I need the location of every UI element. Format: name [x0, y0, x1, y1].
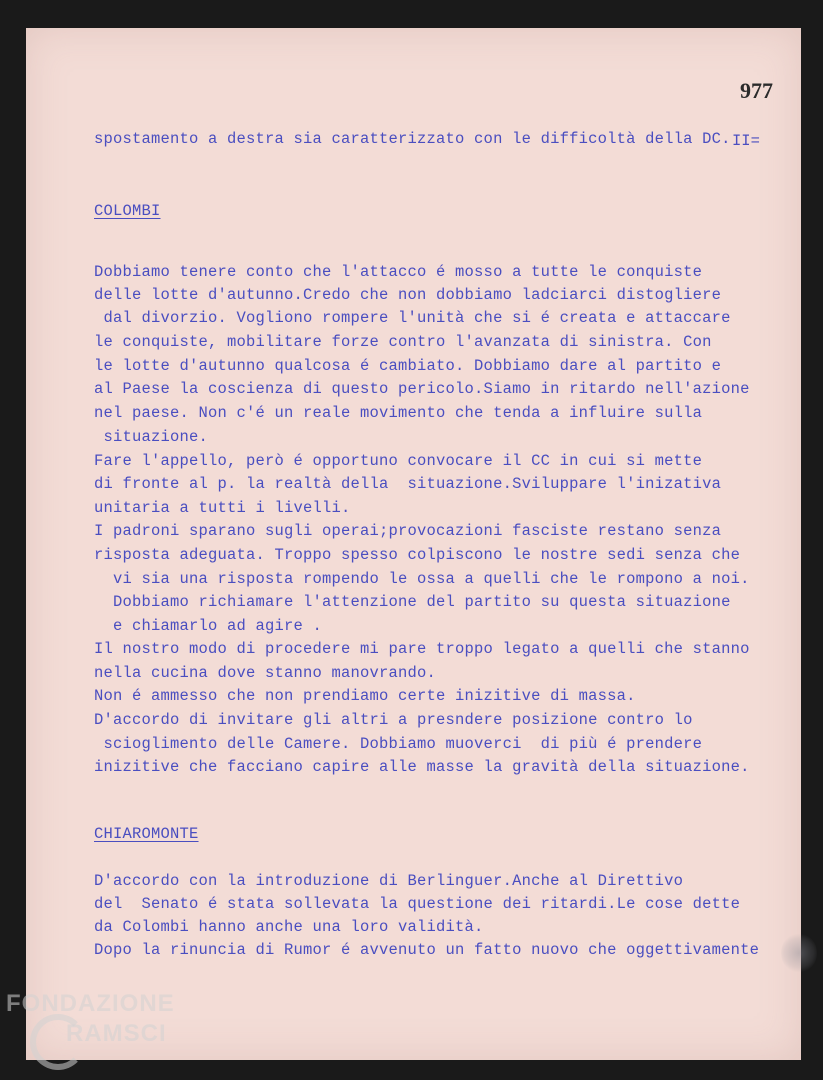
- text-line: I padroni sparano sugli operai;provocazioni fasciste restano senza: [94, 522, 722, 540]
- speaker-heading-colombi: COLOMBI: [94, 202, 161, 220]
- text-line: vi sia una risposta rompendo le ossa a quelli che le rompono a noi.: [94, 570, 750, 588]
- ink-smudge: [781, 933, 817, 973]
- watermark-line1: FONDAZIONE: [6, 990, 175, 1017]
- text-line: e chiamarlo ad agire .: [94, 617, 323, 635]
- speaker-heading-chiaromonte: CHIAROMONTE: [94, 825, 199, 843]
- watermark-line2: RAMSCI: [66, 1020, 167, 1047]
- text-line: Dopo la rinuncia di Rumor é avvenuto un fatto nuovo che oggettivamente: [94, 941, 760, 959]
- document-page: [26, 28, 801, 1060]
- text-line: da Colombi hanno anche una loro validità.: [94, 918, 484, 936]
- text-line: nella cucina dove stanno manovrando.: [94, 664, 437, 682]
- text-line: del Senato é stata sollevata la questione dei ritardi.Le cose dette: [94, 895, 741, 913]
- text-line: le lotte d'autunno qualcosa é cambiato. Dobbiamo dare al partito e: [94, 357, 722, 375]
- text-line: scioglimento delle Camere. Dobbiamo muoverci di più é prendere: [94, 735, 703, 753]
- text-line: risposta adeguata. Troppo spesso colpiscono le nostre sedi senza che: [94, 546, 741, 564]
- text-line: Fare l'appello, però é opportuno convocare il CC in cui si mette: [94, 452, 703, 470]
- text-line: D'accordo con la introduzione di Berlinguer.Anche al Direttivo: [94, 872, 684, 890]
- text-line: Dobbiamo tenere conto che l'attacco é mosso a tutte le conquiste: [94, 263, 703, 281]
- text-line: Non é ammesso che non prendiamo certe inizitive di massa.: [94, 687, 636, 705]
- text-line: unitaria a tutti i livelli.: [94, 499, 351, 517]
- text-line: inizitive che facciano capire alle masse la gravità della situazione.: [94, 758, 750, 776]
- text-line: Il nostro modo di procedere mi pare troppo legato a quelli che stanno: [94, 640, 750, 658]
- text-line: le conquiste, mobilitare forze contro l'avanzata di sinistra. Con: [94, 333, 712, 351]
- text-line: delle lotte d'autunno.Credo che non dobbiamo ladciarci distogliere: [94, 286, 722, 304]
- text-line: al Paese la coscienza di questo pericolo.Siamo in ritardo nell'azione: [94, 380, 750, 398]
- text-line: Dobbiamo richiamare l'attenzione del partito su questa situazione: [94, 593, 731, 611]
- text-line: di fronte al p. la realtà della situazione.Sviluppare l'inizativa: [94, 475, 722, 493]
- page-reference: II=: [732, 132, 760, 150]
- text-line: nel paese. Non c'é un reale movimento che tenda a influire sulla: [94, 404, 703, 422]
- text-line: spostamento a destra sia caratterizzato con le difficoltà della DC.: [94, 130, 731, 148]
- archive-watermark: [6, 990, 216, 1070]
- text-line: situazione.: [94, 428, 209, 446]
- page-number: 977: [740, 78, 773, 103]
- text-line: D'accordo di invitare gli altri a presndere posizione contro lo: [94, 711, 693, 729]
- text-line: dal divorzio. Vogliono rompere l'unità che si é creata e attaccare: [94, 309, 731, 327]
